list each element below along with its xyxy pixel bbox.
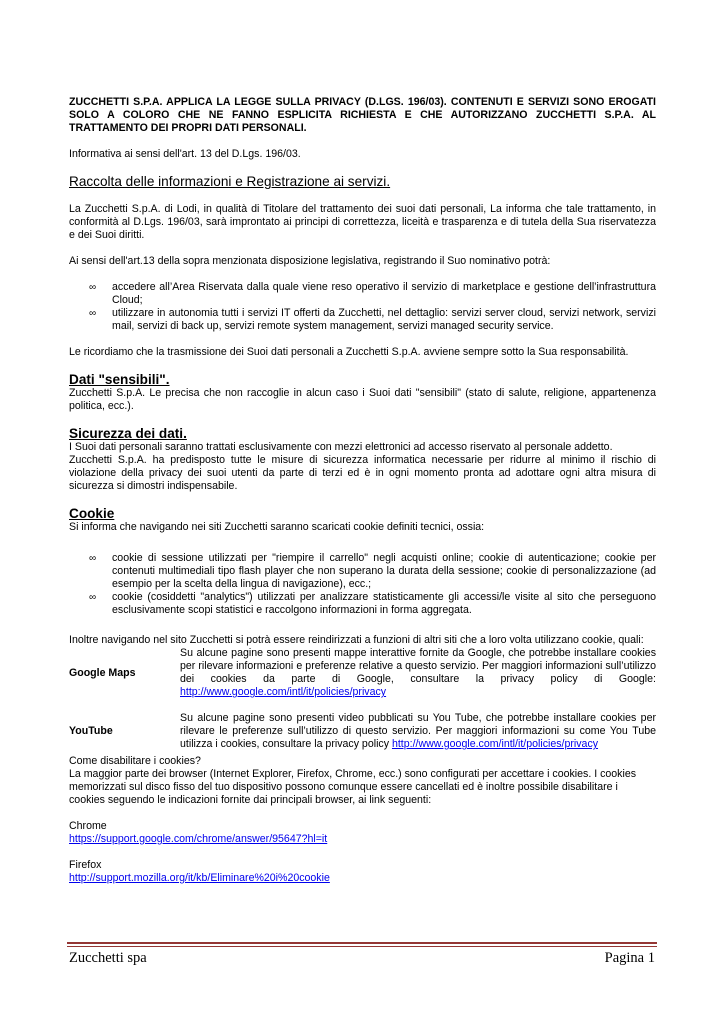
browser-name-firefox: Firefox (69, 859, 102, 871)
disable-cookies-question: Come disabilitare i cookies? (69, 755, 201, 767)
table-row (69, 712, 656, 751)
raccolta-paragraph-2: Ai sensi dell'art.13 della sopra menzionata disposizione legislativa, registrando il Suo nominativo potrà: (69, 255, 551, 267)
browser-name-chrome: Chrome (69, 820, 107, 832)
sicurezza-paragraph: Zucchetti S.p.A. ha predisposto tutte le misure di sicurezza informatica necessarie per ridurre al minimo il rischio di violazione della privacy dei suoi utenti da parte di terzi ed è in ogni momento pronta ad adottare ogni altra misura di sicurezza si dimostri indispensabile. (69, 454, 656, 492)
service-name-google-maps: Google Maps (69, 666, 136, 679)
youtube-privacy-link[interactable]: http://www.google.com/intl/it/policies/privacy (391, 738, 599, 750)
list-item: ∞ accedere all’Area Riservata dalla quale viene reso operativo il servizio di marketplace e gestione dell’infrastruttura Cloud; (89, 281, 656, 306)
list-item: ∞ cookie (cosiddetti "analytics") utilizzati per analizzare statisticamente gli accessi/le visite al sito che perseguono esclusivamente scopi statistici e raccolgono informazioni in forma aggregata. (89, 591, 656, 616)
section-title-cookie: Cookie (69, 506, 115, 521)
raccolta-paragraph-3: Le ricordiamo che la trasmissione dei Suoi dati personali a Zucchetti S.p.A. avviene sempre sotto la Sua responsabilità. (69, 346, 629, 358)
document-body (69, 96, 656, 885)
disable-cookies-paragraph: La maggior parte dei browser (Internet Explorer, Firefox, Chrome, ecc.) sono configurati per accettare i cookies. I cookies memorizzati sul disco fisso del tuo dispositivo possono comunque essere cancellati ed è inoltre possibile disabilitare i cookies seguendo le indicazioni fornite dai principali browser, ai link seguenti: (69, 768, 637, 806)
cookie-list (69, 552, 656, 617)
sicurezza-line: I Suoi dati personali saranno trattati esclusivamente con mezzi elettronici ad accesso riservato al personale addetto. (69, 441, 613, 453)
footer-divider (67, 946, 657, 947)
footer-divider (67, 942, 657, 944)
list-item: ∞ utilizzare in autonomia tutti i servizi IT offerti da Zucchetti, nel dettaglio: servizi server cloud, servizi network, servizi mail, servizi di back up, servizi remote system management, servizi managed security service. (89, 307, 656, 332)
bullet-icon: ∞ (89, 282, 97, 293)
raccolta-list (69, 281, 656, 333)
service-description: Su alcune pagine sono presenti video pubblicati su You Tube, che potrebbe installare cookies per rilevare le preferenze sull’utilizzo di questo servizio. Per maggiori informazioni su come You Tube utilizza i cookies, consultare la privacy policy http://www.google.com/intl/it/policies/privacy (180, 712, 656, 750)
bullet-icon: ∞ (89, 308, 97, 319)
section-title-sensibili: Dati "sensibili". (69, 372, 170, 387)
service-name-youtube: YouTube (69, 725, 113, 737)
firefox-support-link[interactable]: http://support.mozilla.org/it/kb/Eliminare%20i%20cookie (69, 872, 330, 884)
cookie-intro: Si informa che navigando nei siti Zucchetti saranno scaricati cookie definiti tecnici, ossia: (69, 521, 485, 533)
privacy-notice: ZUCCHETTI S.P.A. APPLICA LA LEGGE SULLA PRIVACY (D.LGS. 196/03). CONTENUTI E SERVIZI SONO EROGATI SOLO A COLORO CHE NE FANNO ESPLICITA RICHIESTA E CHE AUTORIZZANO ZUCCHETTI S.P.A. AL TRATTAMENTO DEI PROPRI DATI PERSONALI. (69, 96, 656, 134)
sensibili-paragraph: Zucchetti S.p.A. Le precisa che non raccoglie in alcun caso i Suoi dati "sensibili" (stato di salute, religione, appartenenza politica, ecc.). (69, 387, 656, 412)
raccolta-paragraph-1: La Zucchetti S.p.A. di Lodi, in qualità di Titolare del trattamento dei suoi dati personali, La informa che tale trattamento, in conformità al D.Lgs. 196/03, sarà improntato ai principi di correttezza, liceità e trasparenza e di tutela della Sua riservatezza e dei Suoi diritti. (69, 203, 656, 241)
bullet-icon: ∞ (89, 592, 97, 603)
table-row (69, 647, 656, 699)
footer-company: Zucchetti spa (69, 950, 147, 966)
footer-page-number: Pagina 1 (604, 950, 655, 966)
google-privacy-link[interactable]: http://www.google.com/intl/it/policies/privacy (180, 686, 387, 698)
service-description: Su alcune pagine sono presenti mappe interattive fornite da Google, che potrebbe installare cookies per rilevare informazioni e preferenze relative a questo servizio. Per maggiori informazioni sull’utilizzo dei cookies da parte di Google, consultare la privacy policy di Google: http://www.google.com/intl/it/policies/privacy (180, 647, 656, 698)
cookie-redirect-paragraph: Inoltre navigando nel sito Zucchetti si potrà essere reindirizzati a funzioni di altri siti che a loro volta utilizzano cookie, quali: (69, 634, 644, 646)
section-title-raccolta: Raccolta delle informazioni e Registrazione ai servizi. (69, 174, 391, 189)
chrome-support-link[interactable]: https://support.google.com/chrome/answer/95647?hl=it (69, 833, 328, 845)
third-party-services-table (69, 647, 656, 751)
section-title-sicurezza: Sicurezza dei dati. (69, 426, 187, 441)
informativa-line: Informativa ai sensi dell'art. 13 del D.Lgs. 196/03. (69, 148, 301, 160)
list-item: ∞ cookie di sessione utilizzati per "riempire il carrello" negli acquisti online; cookie di autenticazione; cookie per contenuti multimediali tipo flash player che non superano la durata della sessione; cookie di personalizzazione (ad esempio per la scelta della lingua di navigazione), ecc.; (89, 552, 656, 590)
bullet-icon: ∞ (89, 553, 97, 564)
